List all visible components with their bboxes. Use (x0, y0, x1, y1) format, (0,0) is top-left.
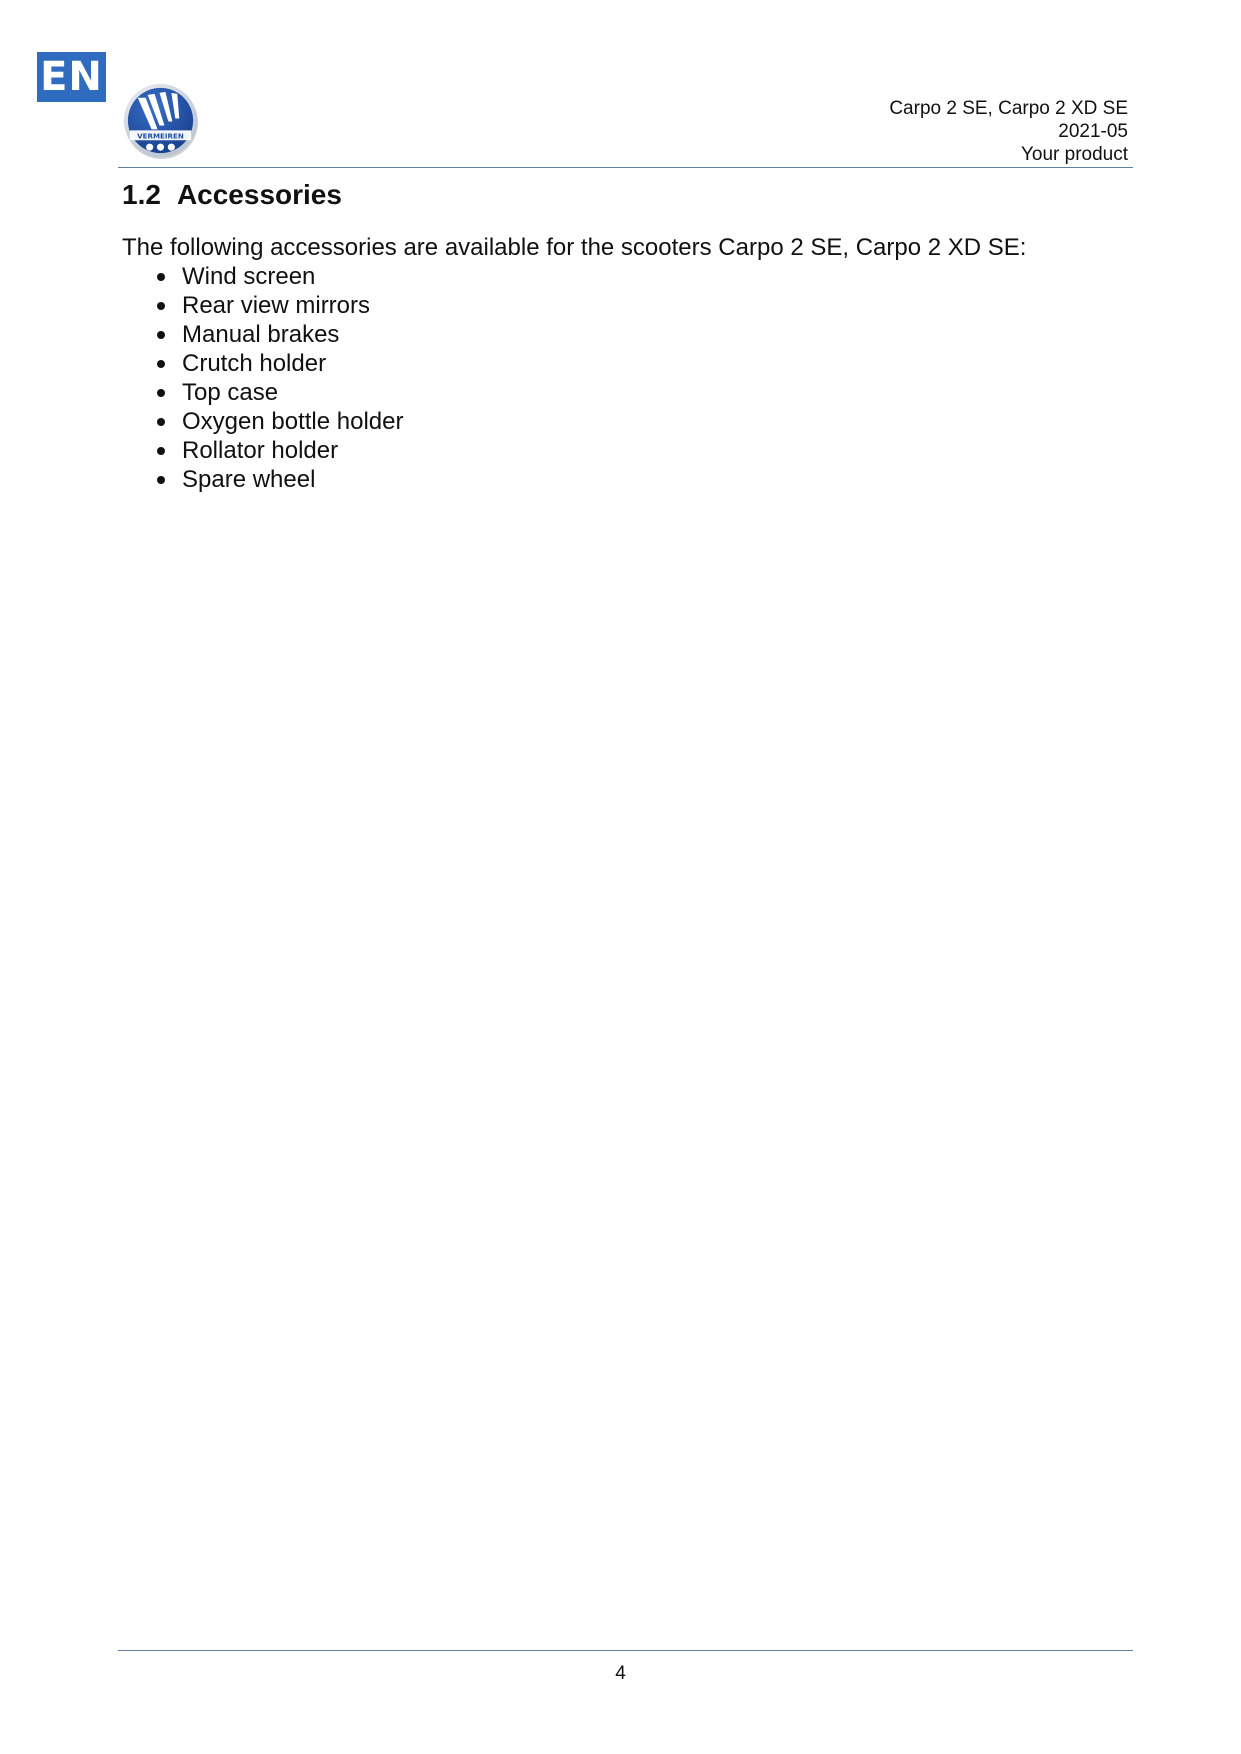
bullet-icon (157, 302, 165, 310)
list-item-label: Top case (182, 379, 279, 406)
list-item (154, 465, 403, 494)
list-item-label: Rollator holder (182, 437, 339, 464)
logo-wordmark: VERMEIREN (137, 131, 184, 141)
list-item-label: Spare wheel (182, 466, 316, 493)
bullet-icon (157, 360, 165, 368)
list-item-label: Manual brakes (182, 321, 340, 348)
vermeiren-logo (121, 81, 200, 160)
header-product: Carpo 2 SE, Carpo 2 XD SE (889, 98, 1128, 119)
bullet-icon (157, 331, 165, 339)
list-item-label: Oxygen bottle holder (182, 408, 404, 435)
list-item-label: Wind screen (182, 263, 316, 290)
list-item (154, 262, 403, 291)
list-item-label: Crutch holder (182, 350, 327, 377)
list-item (154, 349, 403, 378)
list-item (154, 378, 403, 407)
bullet-icon (157, 476, 165, 484)
section-title: Accessories (176, 179, 342, 210)
language-badge: EN (37, 52, 106, 102)
list-item (154, 291, 403, 320)
section-heading (122, 178, 342, 212)
header-divider (118, 167, 1133, 168)
intro-paragraph: The following accessories are available for the scooters Carpo 2 SE, Carpo 2 XD SE: (122, 234, 1027, 261)
bullet-icon (157, 389, 165, 397)
bullet-icon (157, 447, 165, 455)
bullet-icon (157, 273, 165, 281)
list-item (154, 436, 403, 465)
list-item (154, 320, 403, 349)
section-number: 1.2 (122, 179, 161, 210)
footer-divider (118, 1650, 1133, 1651)
header-date: 2021-05 (1058, 121, 1128, 142)
page-number: 4 (615, 1663, 626, 1684)
list-item-label: Rear view mirrors (182, 292, 371, 319)
running-header (889, 97, 1128, 166)
accessories-list (154, 262, 403, 494)
bullet-icon (157, 418, 165, 426)
list-item (154, 407, 403, 436)
header-chapter: Your product (1020, 144, 1128, 165)
